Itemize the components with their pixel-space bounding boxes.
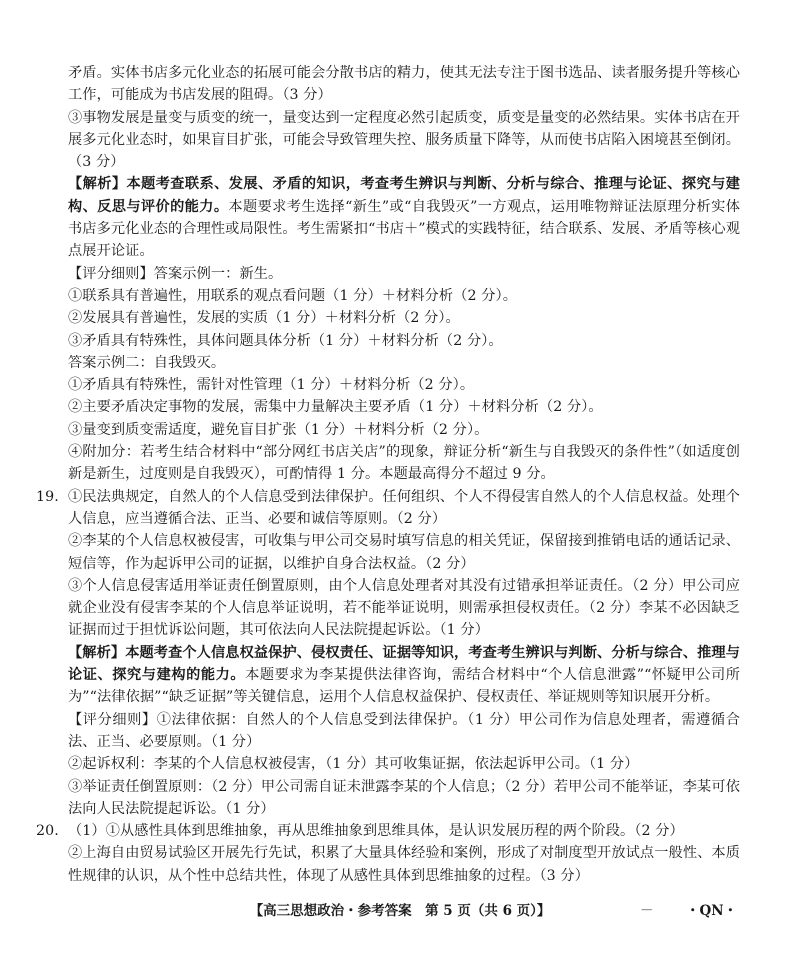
analysis-paragraph xyxy=(68,173,740,262)
question-19-answer-1 xyxy=(36,486,740,531)
question-19-analysis xyxy=(68,642,740,709)
scoring-item: ①联系具有普遍性，用联系的观点看问题（1 分）＋材料分析（2 分）。 xyxy=(68,287,517,304)
footer-page-label: 【高三思想政治・参考答案 第 5 页（共 6 页）】 xyxy=(249,903,551,919)
footer-dash: － xyxy=(640,903,654,919)
analysis-heading: 【解析】本题考查个人信息权益保护、侵权责任、证据等知识，考查考生辨识与判断、分析与综合、推理与论证、探究与建构的能力。 xyxy=(68,644,740,684)
footer-code: ・QN・ xyxy=(686,903,738,919)
question-20-answer-1 xyxy=(36,820,740,842)
question-number: 19. xyxy=(36,488,59,505)
answer-text: （1）①从感性具体到思维抽象，再从思维抽象到思维具体，是认识发展历程的两个阶段。（2 分） xyxy=(68,823,684,840)
scoring-subheading: 答案示例二：自我毁灭。 xyxy=(68,354,226,371)
question-19-scoring-1: 【评分细则】①法律依据：自然人的个人信息受到法律保护。（1 分）甲公司作为信息处理者，需遵循合法、正当、必要原则。（1 分） xyxy=(68,711,740,750)
scoring-item: ②发展具有普遍性，发展的实质（1 分）＋材料分析（2 分）。 xyxy=(68,310,460,327)
question-number: 20. xyxy=(36,823,59,840)
analysis-body: 本题要求考生选择“新生”或“自我毁灭”一方观点，运用唯物辩证法原理分析实体书店多元化业态的合理性或局限性。考生需紧扣“书店＋”模式的实践特征，结合联系、发展、矛盾等核心观点展开论证。 xyxy=(68,198,740,260)
text-line: 矛盾。实体书店多元化业态的拓展可能会分散书店的精力，使其无法专注于图书选品、读者服务提升等核心工作，可能成为书店发展的阻碍。（3 分） xyxy=(68,65,740,104)
question-20-answer-2: ②上海自由贸易试验区开展先行先试，积累了大量具体经验和案例，形成了对制度型开放试点一般性、本质性规律的认识，从个性中总结共性，体现了从感性具体到思维抽象的过程。（3 分） xyxy=(68,845,740,884)
answer-content xyxy=(36,62,741,887)
answer-text: ①民法典规定，自然人的个人信息受到法律保护。任何组织、个人不得侵害自然人的个人信息权益。处理个人信息，应当遵循合法、正当、必要和诚信等原则。（2 分） xyxy=(68,488,740,527)
scoring-item: ③矛盾具有特殊性，具体问题具体分析（1 分）＋材料分析（2 分）。 xyxy=(68,332,503,349)
scoring-item: ②主要矛盾决定事物的发展，需集中力量解决主要矛盾（1 分）＋材料分析（2 分）。 xyxy=(68,399,603,416)
question-19-scoring-3: ③举证责任倒置原则：（2 分）甲公司需自证未泄露李某的个人信息；（2 分）若甲公司不能举证，李某可依法向人民法院提起诉讼。（1 分） xyxy=(68,778,740,817)
scoring-heading: 【评分细则】答案示例一：新生。 xyxy=(68,265,283,282)
analysis-body: 本题要求为李某提供法律咨询，需结合材料中“个人信息泄露”“怀疑甲公司所为”“法律依据”“缺乏证据”等关键信息，运用个人信息权益保护、侵权责任、举证规则等知识展开分析。 xyxy=(68,667,741,706)
question-19-answer-2: ②李某的个人信息权被侵害，可收集与甲公司交易时填写信息的相关凭证，保留接到推销电话的通话记录、短信等，作为起诉甲公司的证据，以维护自身合法权益。（2 分） xyxy=(68,533,740,572)
scoring-item: ④附加分：若考生结合材料中“部分网红书店关店”的现象，辩证分析“新生与自我毁灭的条件性”（如适度创新是新生，过度则是自我毁灭），可酌情得 1 分。本题最高得分不超过 9 分。 xyxy=(68,444,740,483)
analysis-heading: 【解析】本题考查联系、发展、矛盾的知识，考查考生辨识与判断、分析与综合、推理与论证、探究与建构、反思与评价的能力。 xyxy=(68,176,740,215)
question-19-scoring-2: ②起诉权利：李某的个人信息权被侵害，（1 分）其可收集证据，依法起诉甲公司。（1 分） xyxy=(68,756,639,773)
text-line: ③事物发展是量变与质变的统一，量变达到一定程度必然引起质变，质变是量变的必然结果。实体书店在开展多元化业态时，如果盲目扩张，可能会导致管理失控、服务质量下降等，从而使书店陷入困境甚至倒闭。（3 分） xyxy=(68,109,740,171)
page-footer xyxy=(0,899,800,921)
scoring-item: ③量变到质变需适度，避免盲目扩张（1 分）＋材料分析（2 分）。 xyxy=(68,421,489,438)
question-19-answer-3: ③个人信息侵害适用举证责任倒置原则，由个人信息处理者对其没有过错承担举证责任。（2 分）甲公司应就企业没有侵害李某的个人信息举证说明，若不能举证说明，则需承担侵权责任。（2 分）李某不必因缺乏证据而过于担忧诉讼问题，其可依法向人民法院提起诉讼。（1 分） xyxy=(68,577,740,639)
scoring-item: ①矛盾具有特殊性，需针对性管理（1 分）＋材料分析（2 分）。 xyxy=(68,377,475,394)
